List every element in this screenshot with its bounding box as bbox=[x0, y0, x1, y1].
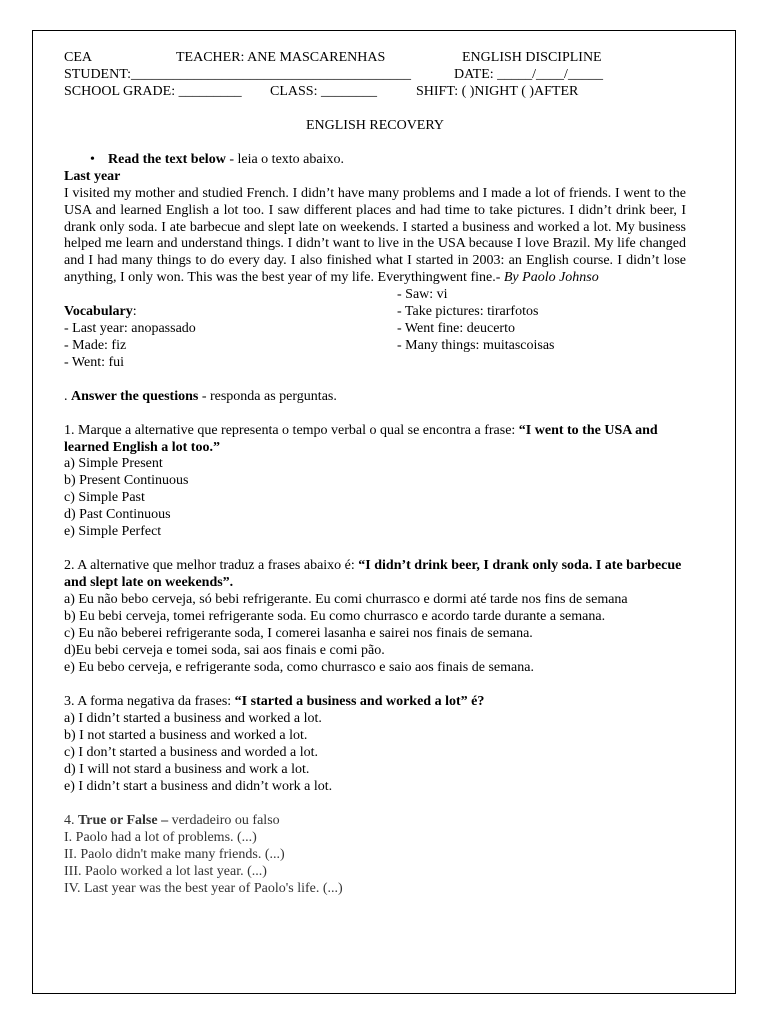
student-field[interactable]: STUDENT:________________________________________ bbox=[64, 67, 411, 82]
q2-option[interactable]: e) Eu bebo cerveja, e refrigerante soda, como churrasco e saio aos finais de semana. bbox=[64, 659, 534, 675]
text-title: Last year bbox=[64, 169, 121, 184]
date-field[interactable]: DATE: _____/____/_____ bbox=[454, 67, 603, 82]
q1-option[interactable]: e) Simple Perfect bbox=[64, 524, 162, 540]
answer-instruction: . Answer the questions - responda as perguntas. bbox=[64, 388, 337, 404]
q1-quote: “I went to the USA and learned English a lot too.” bbox=[64, 422, 658, 455]
header-row-1 bbox=[64, 50, 686, 67]
q4-bold: True or False – bbox=[78, 812, 169, 828]
vocab-item: - Many things: muitascoisas bbox=[397, 337, 555, 353]
q4-item[interactable]: IV. Last year was the best year of Paolo's life. (...) bbox=[64, 880, 343, 896]
q4-item[interactable]: I. Paolo had a lot of problems. (...) bbox=[64, 829, 257, 845]
q3-option[interactable]: a) I didn’t started a business and worked a lot. bbox=[64, 710, 322, 726]
worksheet bbox=[64, 50, 686, 898]
q1-text: 1. Marque a alternative que representa o tempo verbal o qual se encontra a frase: bbox=[64, 422, 519, 438]
question-1 bbox=[64, 423, 686, 542]
instruction-bold: Read the text below bbox=[108, 152, 226, 167]
q1-option[interactable]: a) Simple Present bbox=[64, 456, 163, 472]
q3-option[interactable]: d) I will not stard a business and work a lot. bbox=[64, 761, 310, 777]
instruction-rest: - leia o texto abaixo. bbox=[225, 152, 344, 167]
q4-item[interactable]: II. Paolo didn't make many friends. (...) bbox=[64, 846, 285, 862]
vocab-item: - Made: fiz bbox=[64, 337, 127, 353]
discipline: ENGLISH DISCIPLINE bbox=[462, 50, 602, 65]
q2-quote: “I didn’t drink beer, I drank only soda. I ate barbecue and slept late on weekends”. bbox=[64, 558, 682, 591]
question-4: 4. True or False – verdadeiro ou falso I. Paolo had a lot of problems. (...) II. Paolo didn't make many friends. (...) III. Paolo worked a lot last year. (...) IV. Last year was the best year of Paolo's life. (...) bbox=[64, 813, 686, 898]
q4-item[interactable]: III. Paolo worked a lot last year. (...) bbox=[64, 863, 267, 879]
page-title: ENGLISH RECOVERY bbox=[305, 118, 445, 133]
text-author: By Paolo Johnso bbox=[503, 269, 599, 285]
q2-option[interactable]: c) Eu não beberei refrigerante soda, I comerei lasanha e sairei nos finais de semana. bbox=[64, 625, 533, 641]
vocab-item: - Went fine: deucerto bbox=[397, 320, 515, 336]
reading-text bbox=[64, 186, 686, 287]
teacher-name: TEACHER: ANE MASCARENHAS bbox=[176, 50, 386, 65]
q3-option[interactable]: c) I don’t started a business and worded a lot. bbox=[64, 744, 319, 760]
q1-option[interactable]: d) Past Continuous bbox=[64, 507, 171, 523]
q2-option[interactable]: b) Eu bebi cerveja, tomei refrigerante soda. Eu como churrasco e acordo tarde durante a semana. bbox=[64, 608, 606, 624]
q1-option[interactable]: b) Present Continuous bbox=[64, 473, 189, 489]
vocab-item: - Went: fui bbox=[64, 354, 125, 370]
q1-option[interactable]: c) Simple Past bbox=[64, 490, 145, 506]
class-field[interactable]: CLASS: ________ bbox=[270, 84, 377, 99]
text-body: I visited my mother and studied French. I didn’t have many problems and I made a lot of friends. I went to the USA and learned English a lot too. I saw different places and had time to take pictures. I didn’t drink beer, I drank only soda. I ate barbecue and slept late on weekends. I started a business and worked a lot. My business helped me learn and understand things. I didn’t want to live in the USA because I love Brazil. My life changed and I had many things to do every day. I also finished what I started in 2003: an English course. I didn’t lose anything, I only won. This was the best year of my life. Everythingwent fine.- bbox=[64, 186, 686, 285]
shift-field[interactable]: SHIFT: ( )NIGHT ( )AFTER bbox=[416, 84, 579, 99]
grade-field[interactable]: SCHOOL GRADE: _________ bbox=[64, 84, 242, 99]
q3-option[interactable]: b) I not started a business and worked a lot. bbox=[64, 727, 308, 743]
vocab-item: - Last year: anopassado bbox=[64, 320, 196, 336]
header-row-3 bbox=[64, 84, 686, 101]
header-row-2 bbox=[64, 67, 686, 84]
vocab-item: - Take pictures: tirarfotos bbox=[397, 303, 539, 319]
question-2 bbox=[64, 558, 686, 677]
vocabulary-section: Vocabulary: - Last year: anopassado - Made: fiz - Went: fui - Saw: vi - Take pictures: tirarfotos - Went fine: deucerto - Many things: muitascoisas bbox=[64, 287, 686, 372]
q2-option[interactable]: d)Eu bebi cerveja e tomei soda, sai aos finais e comi pão. bbox=[64, 642, 385, 658]
vocabulary-label: Vocabulary bbox=[64, 303, 133, 319]
question-3 bbox=[64, 694, 686, 796]
q3-quote: “I started a business and worked a lot” é? bbox=[234, 693, 485, 709]
q2-option[interactable]: a) Eu não bebo cerveja, só bebi refrigerante. Eu comi churrasco e dormi até tarde nos fins de semana bbox=[64, 591, 628, 607]
q3-text: 3. A forma negativa da frases: bbox=[64, 693, 235, 709]
school-name: CEA bbox=[64, 50, 92, 65]
reading-instruction bbox=[64, 152, 686, 169]
q2-text: 2. A alternative que melhor traduz a frases abaixo é: bbox=[64, 558, 359, 574]
bullet-icon: • bbox=[90, 152, 95, 167]
q4-rest: verdadeiro ou falso bbox=[168, 812, 280, 828]
q3-option[interactable]: e) I didn’t start a business and didn’t work a lot. bbox=[64, 778, 333, 794]
vocab-item: - Saw: vi bbox=[397, 286, 448, 302]
